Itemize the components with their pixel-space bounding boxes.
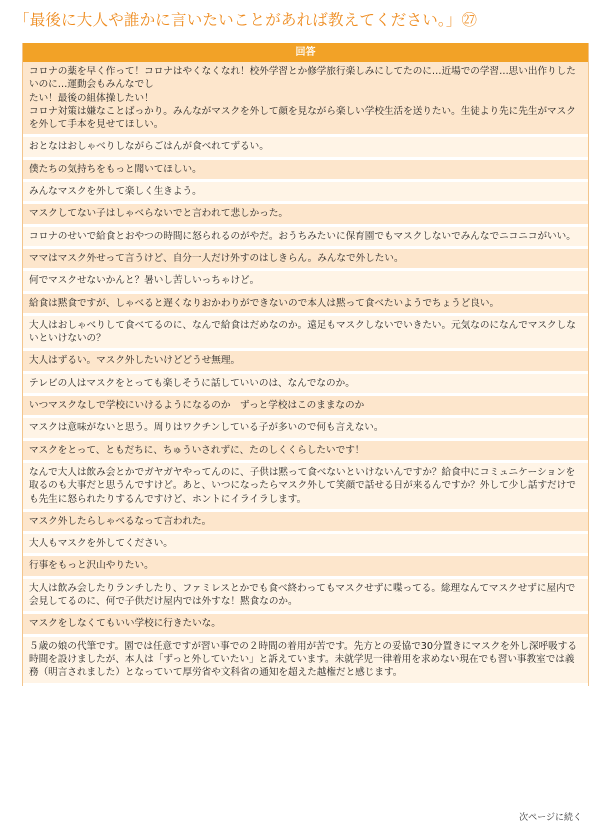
table-row: 大人は飲み会したりランチしたり、ファミレスとかでも食べ終わってもマスクせずに喋ってる。総理なんてマスクせずに屋内で会見してるのに、何で子供だけ屋内では外すな！黙食なのか。 <box>23 579 588 615</box>
table-row: マスクをとって、ともだちに、ちゅういされずに、たのしくくらしたいです！ <box>23 441 588 463</box>
table-row: 僕たちの気持ちをもっと聞いてほしい。 <box>23 160 588 182</box>
table-row: コロナの薬を早く作って！コロナはやくなくなれ！校外学習とか修学旅行楽しみにしてたのに…近場での学習…思い出作りしたいのに…運動会もみんなでし たい！最後の組体操したい！ コロナ対策は嫌なことばっかり。みんながマスクを外して顔を見ながら楽しい学校生活を送りたい。生徒より先に先生がマスクを外して手本を見せてほしい。 <box>23 62 588 137</box>
table-row: 大人はおしゃべりして食べてるのに、なんで給食はだめなのか。遠足もマスクしないでいきたい。元気なのになんでマスクしないといけないの？ <box>23 316 588 352</box>
table-row: ５歳の娘の代筆です。園では任意ですが習い事での２時間の着用が苦です。先方との妥協で30分置きにマスクを外し深呼吸する時間を設けましたが、本人は「ずっと外していたい」と訴えています。未就学児一律着用を求めない現在でも習い事教室では義務（明言されました）となっていて厚労省や文科省の通知を超えた越権だと感じます。 <box>23 637 588 686</box>
table-row: テレビの人はマスクをとっても楽しそうに話していいのは、なんでなのか。 <box>23 374 588 396</box>
table-header: 回答 <box>23 43 588 62</box>
table-row: みんなマスクを外して楽しく生きよう。 <box>23 182 588 204</box>
table-row: マスクしてない子はしゃべらないでと言われて悲しかった。 <box>23 204 588 226</box>
table-row: 大人もマスクを外してください。 <box>23 534 588 556</box>
page-title: 「最後に大人や誰かに言いたいことがあれば教えてください。」㉗ <box>14 11 478 29</box>
table-row: 大人はずるい。マスク外したいけどどうせ無理。 <box>23 351 588 373</box>
table-row: マスクは意味がないと思う。周りはワクチンしている子が多いので何も言えない。 <box>23 418 588 440</box>
table-row: なんで大人は飲み会とかでガヤガヤやってんのに、子供は黙って食べないといけないんですか？給食中にコミュニケーションを取るのも大事だと思うんですけど。あと、いつになったらマスク外して笑顔で話せる日が来るんですか？外して少し話すだけでも先生に怒られたりするんですけど、ホントにイライラします。 <box>23 463 588 512</box>
table-body <box>23 62 588 686</box>
continued-note: 次ページに続く <box>519 813 582 823</box>
table-row: 行事をもっと沢山やりたい。 <box>23 556 588 578</box>
table-row: ママはマスク外せって言うけど、自分一人だけ外すのはしきらん。みんなで外したい。 <box>23 249 588 271</box>
table-row: いつマスクなしで学校にいけるようになるのか ずっと学校はこのままなのか <box>23 396 588 418</box>
table-row: おとなはおしゃべりしながらごはんが食べれてずるい。 <box>23 137 588 159</box>
table-row: コロナのせいで給食とおやつの時間に怒られるのがやだ。おうちみたいに保育園でもマスクしないでみんなでニコニコがいい。 <box>23 227 588 249</box>
answers-table <box>22 43 589 686</box>
table-row: 給食は黙食ですが、しゃべると遅くなりおかわりができないので本人は黙って食べたいようでちょうど良い。 <box>23 294 588 316</box>
table-row: 何でマスクせないかんと？暑いし苦しいっちゃけど。 <box>23 271 588 293</box>
table-row: マスク外したらしゃべるなって言われた。 <box>23 512 588 534</box>
table-row: マスクをしなくてもいい学校に行きたいな。 <box>23 614 588 636</box>
